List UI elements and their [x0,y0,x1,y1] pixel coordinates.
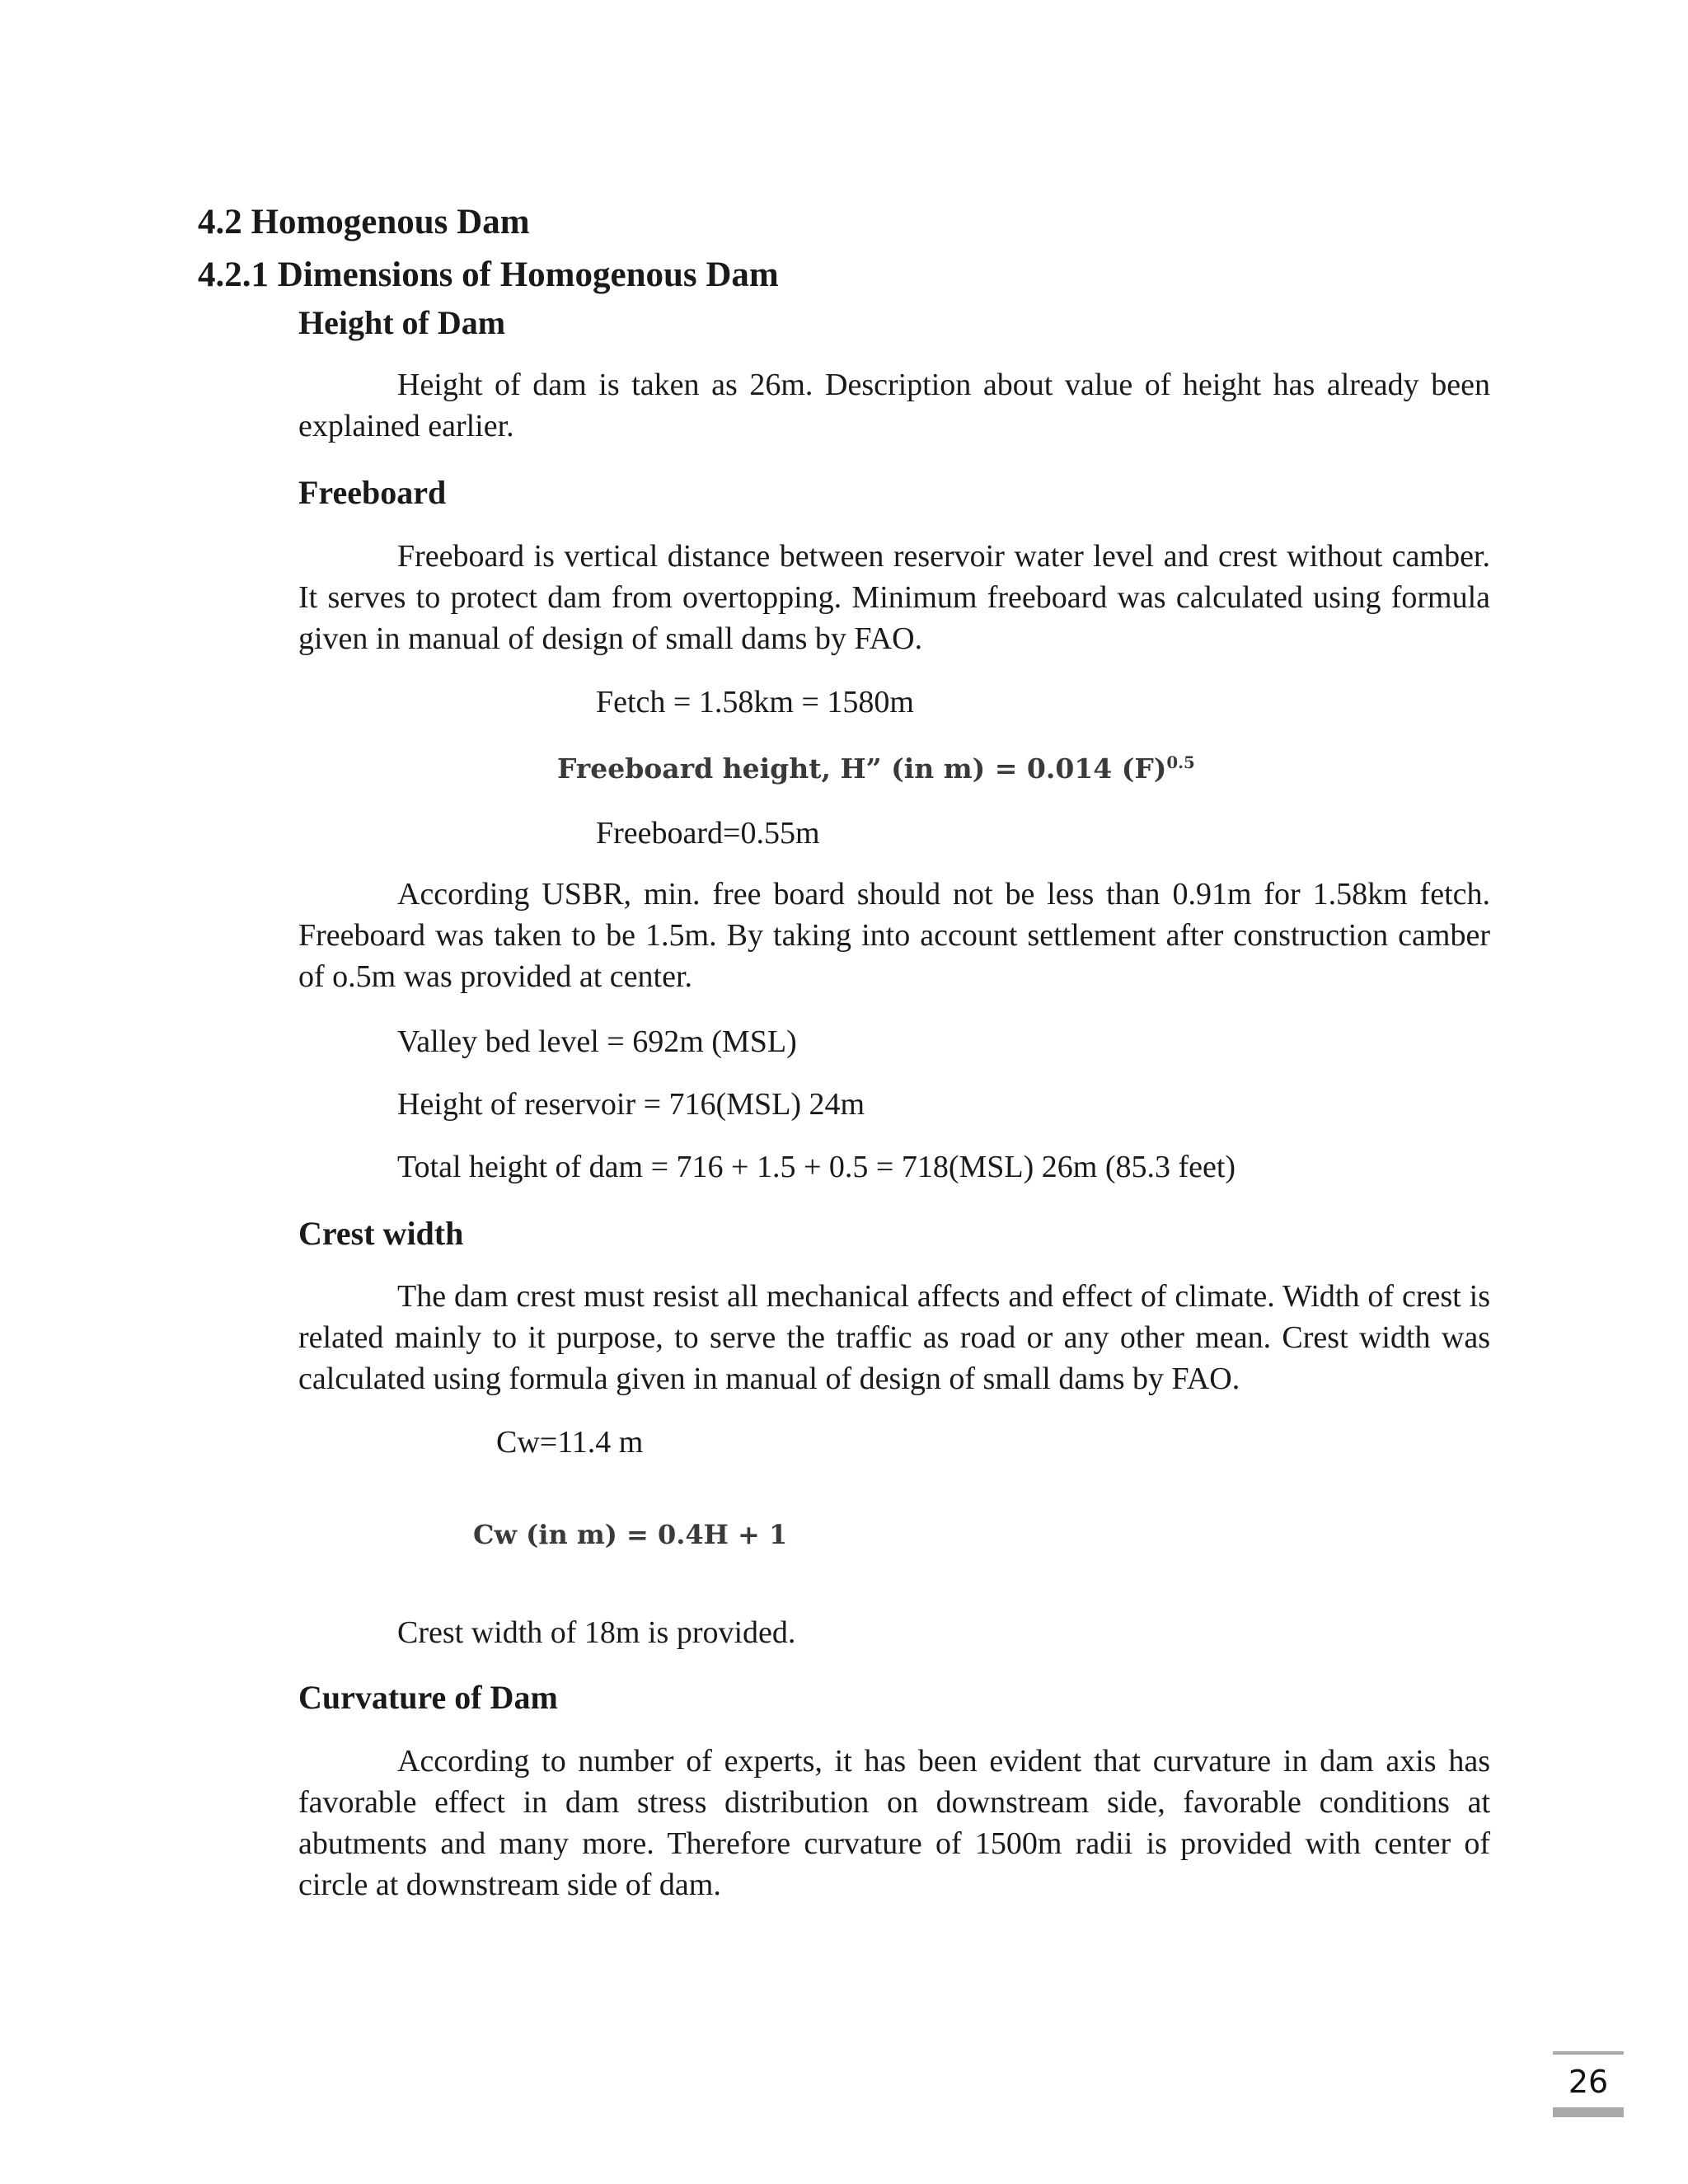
page-number-bottom-bar [1553,2107,1624,2117]
freeboard-formula-main: Freeboard height, H” (in m) = 0.014 (F) [557,752,1167,785]
page-number: 26 [1568,2064,1609,2100]
section-heading: 4.2 Homogenous Dam [198,203,530,241]
usbr-text: According USBR, min. free board should not be less than 0.91m for 1.58km fetch. Freeboard was taken to be 1.5m. By taking into account settlement after construction camber of o.5m was provided at center. [298,877,1490,994]
reservoir-height: Height of reservoir = 716(MSL) 24m [397,1087,865,1122]
freeboard-formula [557,752,1195,785]
freeboard-result: Freeboard=0.55m [596,816,820,851]
subsection-heading: 4.2.1 Dimensions of Homogenous Dam [198,255,779,294]
freeboard-formula-exponent: 0.5 [1166,752,1195,772]
cw-formula: Cw (in m) = 0.4H + 1 [473,1519,788,1550]
curvature-title: Curvature of Dam [298,1679,558,1716]
freeboard-title: Freeboard [298,474,447,511]
crest-width-provided: Crest width of 18m is provided. [397,1615,796,1650]
curvature-text: According to number of experts, it has been evident that curvature in dam axis has favorable effect in dam stress distribution on downstream side, favorable conditions at abutments and many more. Therefore curvature of 1500m radii is provided with center of circle at downstream side of dam. [298,1744,1490,1902]
page-number-box [1553,2051,1624,2117]
crest-width-text: The dam crest must resist all mechanical affects and effect of climate. Width of crest is related mainly to it purpose, to serve the traffic as road or any other mean. Crest width was calculated using formula given in manual of design of small dams by FAO. [298,1279,1490,1396]
valley-bed-level: Valley bed level = 692m (MSL) [397,1024,797,1059]
height-of-dam-text: Height of dam is taken as 26m. Description about value of height has already been explained earlier. [298,368,1490,443]
total-height: Total height of dam = 716 + 1.5 + 0.5 = 718(MSL) 26m (85.3 feet) [397,1150,1236,1184]
cw-value: Cw=11.4 m [496,1425,644,1460]
fetch-line: Fetch = 1.58km = 1580m [596,685,914,719]
freeboard-text: Freeboard is vertical distance between reservoir water level and crest without camber. It serves to protect dam from overtopping. Minimum freeboard was calculated using formula given in manual of design of small dams by FAO. [298,539,1490,656]
height-of-dam-title: Height of Dam [298,304,506,341]
crest-width-title: Crest width [298,1215,464,1252]
